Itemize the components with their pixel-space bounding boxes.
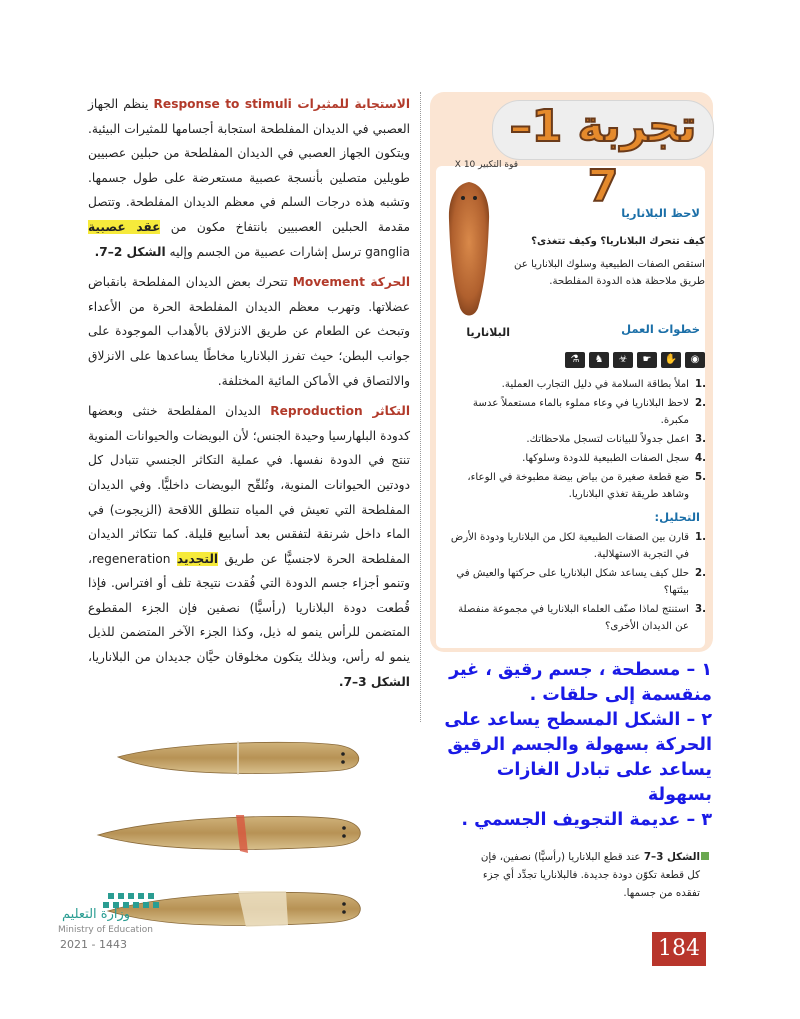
answer-line: ٢ – الشكل المسطح يساعد على الحركة بسهولة والجسم الرقيق يساعد على تبادل الغازات بسهولة [444, 710, 712, 805]
list-item [444, 376, 706, 393]
step-number: 4. [695, 453, 706, 464]
step-text: استنتج لماذا صنّف العلماء البلاناريا في مجموعة منفصلة عن الديدان الأخرى؟ [458, 604, 689, 632]
paragraph-reproduction [88, 399, 410, 694]
caption-label: الشكل 3–7 [643, 851, 700, 863]
planaria-photo [442, 180, 496, 322]
figure-caption [468, 848, 700, 902]
steps-list [444, 376, 706, 505]
step-text: حلل كيف يساعد شكل البلاناريا على حركتها والعيش في بيئتها؟ [456, 568, 689, 596]
paragraph-text: regeneration، وتنمو أجزاء جسم الدودة التي فُقدت نتيجة تلف أو افتراس. فإذا قُطعت دودة البلاناريا (رأسيًّا) نصفين فإن الجزء المقطوع المتضمن للرأس ينمو له ذيل، وكذا الجزء الآخر المتضمن للذيل ينمو له رأس، وبذلك يتكون مخلوقان حيَّان جديدان من البلاناريا، [88, 551, 410, 665]
step-text: ضع قطعة صغيرة من بياض بيضة مطبوخة في الوعاء، وشاهد طريقة تغذي البلاناريا. [467, 472, 689, 500]
paragraph-text: ganglia ترسل إشارات عصبية من الجسم وإليه [165, 244, 410, 259]
step-number: 1. [695, 379, 706, 390]
page-number: 184 [652, 932, 706, 966]
step-text: سجل الصفات الطبيعية للدودة وسلوكها. [522, 453, 689, 464]
body-text-column [88, 92, 410, 700]
highlight-regeneration: التجديد [176, 551, 219, 566]
glassware-icon: ⚗ [565, 352, 585, 368]
observe-question: كيف تتحرك البلاناريا؟ وكيف تتغذى؟ [531, 236, 705, 247]
analysis-heading: التحليل: [654, 510, 700, 524]
eye-protection-icon: ◉ [685, 352, 705, 368]
biohazard-icon: ☣ [613, 352, 633, 368]
answer-line: ٣ – عديمة التجويف الجسمي . [461, 810, 712, 830]
step-number: 2. [695, 568, 706, 579]
caption-text: عند قطع البلاناريا (رأسيًّا) نصفين، فإن كل قطعة تكوّن دودة جديدة. فالبلاناريا تجدِّد أي جزء تفقده من جسمها. [480, 851, 700, 899]
list-item [444, 565, 706, 599]
hand-wash-icon: ✋ [661, 352, 681, 368]
caption-marker [701, 852, 709, 860]
list-item [444, 469, 706, 503]
column-divider [420, 92, 421, 722]
term-movement: الحركة Movement [292, 275, 411, 290]
step-number: 1. [695, 532, 706, 543]
ministry-name: وزارة التعليم [62, 907, 131, 922]
answer-line: ١ – مسطحة ، جسم رقيق ، غير منقسمة إلى حلقات . [449, 660, 712, 705]
step-number: 3. [695, 604, 706, 615]
step-text: لاحظ البلاناريا في وعاء مملوء بالماء مستعملاً عدسة مكبرة. [472, 398, 689, 426]
magnification-label: قوة التكبير 10 X [454, 160, 518, 170]
list-item [444, 431, 706, 448]
step-number: 2. [695, 398, 706, 409]
list-item [444, 601, 706, 635]
lab-title: تجربة 1–7 [509, 101, 697, 212]
term-response: الاستجابة للمثيرات Response to stimuli [153, 97, 410, 111]
step-text: قارن بين الصفات الطبيعية لكل من البلاناريا ودودة الأرض في التجربة الاستهلالية. [450, 532, 689, 560]
paragraph-text: ينظم الجهاز العصبي في الديدان المفلطحة استجابة أجسامها للمثيرات البيئية. ويتكون الجهاز العصبي في الديدان المفلطحة من حبلين عصبيين طويلين متصلين بأنسجة عصبية مستعرضة على طول جسمها. وتشبه هذه درجات السلم في معظم الديدان المفلطحة. وتتصل مقدمة الحبلين العصبيين بانتفاخ مكون من [88, 97, 411, 234]
animal-safety-icon: ♞ [589, 352, 609, 368]
photo-caption: البلاناريا [466, 326, 510, 339]
ministry-year: 2021 - 1443 [60, 938, 127, 951]
worm-cut [98, 815, 360, 853]
figure-ref: الشكل 2–7. [94, 244, 166, 259]
paragraph-response [88, 92, 410, 264]
step-text: اعمل جدولاً للبيانات لتسجل ملاحظاتك. [526, 434, 689, 445]
step-number: 5. [695, 472, 706, 483]
list-item [444, 450, 706, 467]
observe-body: استقص الصفات الطبيعية وسلوك البلاناريا عن طريق ملاحظة هذه الدودة المفلطحة. [514, 259, 705, 287]
paragraph-text: تتحرك بعض الديدان المفلطحة بانقباض عضلاتها. وتهرب معظم الديدان المفلطحة الحرة من الأعداء وتبحث عن الطعام عن طريق الانزلاق بالأهداب الموجودة على جوانب البطن؛ حيث تفرز البلاناريا مخاطًا يساعدها على الانزلاق والالتصاق في الأماكن المائية المختلفة. [88, 275, 410, 388]
safety-icons [555, 352, 705, 368]
figure-ref: الشكل 3–7. [338, 674, 410, 689]
step-text: املأ بطاقة السلامة في دليل التجارب العملية. [501, 379, 689, 390]
list-item [444, 395, 706, 429]
worm-whole [118, 741, 359, 775]
steps-heading: خطوات العمل [621, 322, 700, 336]
paragraph-movement [88, 270, 410, 393]
analysis-list [444, 529, 706, 637]
step-number: 3. [695, 434, 706, 445]
list-item [444, 529, 706, 563]
paragraph-text: الديدان المفلطحة خنثى وبعضها كدودة البلهارسيا وحيدة الجنس؛ لأن البويضات والحيوانات المنوية تنتج في الدودة نفسها. في عملية التكاثر الجنسي تتبادل كل دودتين الحيوانات المنوية، وتُلقّح البويضات داخليًّا. وفي الديدان المفلطحة التي تعيش في المياه تنطلق اللاقحة (الزيجوت) في الماء داخل شرنقة لتفقس بعد أسابيع قليلة. كما تتكاثر الديدان المفلطحة الحرة لاجنسيًّا عن طريق [88, 404, 410, 566]
handwritten-answer [440, 658, 712, 833]
observe-heading: لاحظ البلاناريا [621, 206, 700, 220]
ministry-name-en: Ministry of Education [58, 925, 153, 935]
highlight-ganglia: عقد عصبية [88, 219, 161, 234]
term-reproduction: التكاثر Reproduction [270, 404, 411, 419]
glove-icon: ☛ [637, 352, 657, 368]
